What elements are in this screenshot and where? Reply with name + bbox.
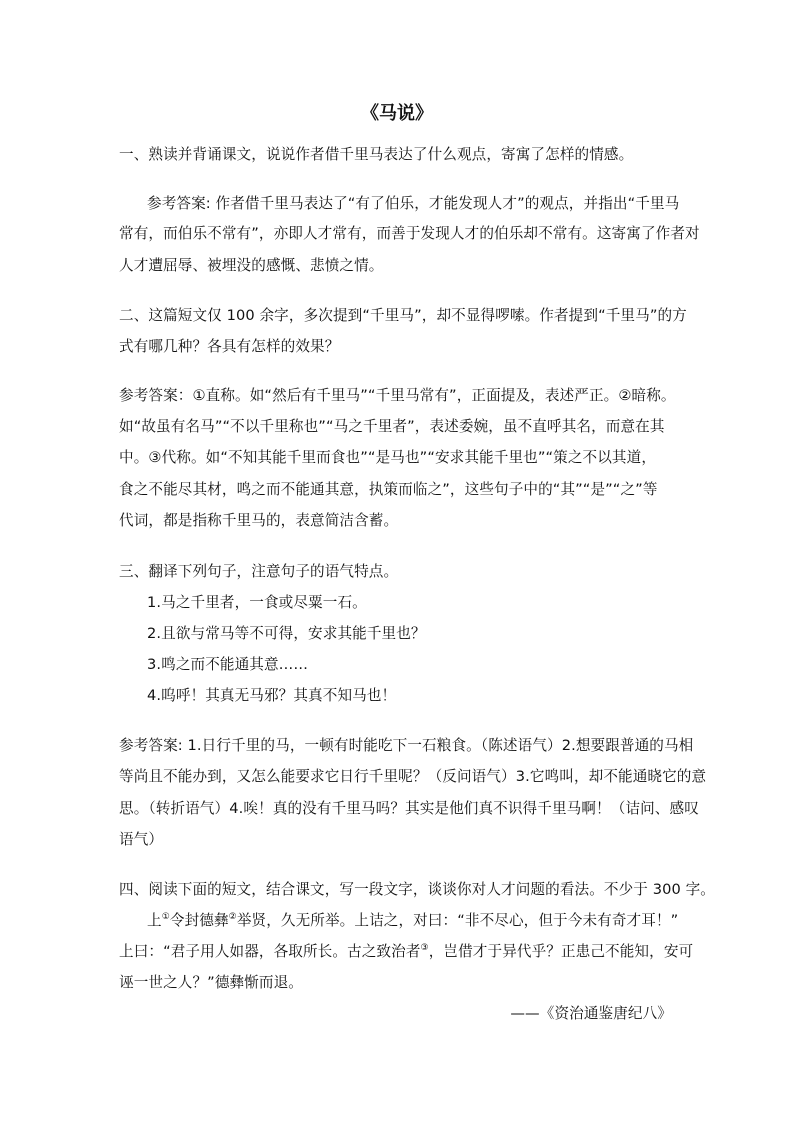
q3-answer-line: 等尚且不能办到，又怎么能要求它日行千里呢？（反问语气）3.它鸣叫，却不能通晓它的意 xyxy=(119,768,707,785)
q4-passage-line: 上①令封德彝②举贤，久无所举。上诘之，对曰：“非不尽心，但于今未有奇才耳！” xyxy=(147,912,679,929)
q2-answer-line: 代词，都是指称千里马的，表意简洁含蓄。 xyxy=(119,512,399,529)
q1-answer-line: 常有，而伯乐不常有”，亦即人才常有，而善于发现人才的伯乐却不常有。这寄寓了作者对 xyxy=(119,225,700,242)
q2-question-line: 二、这篇短文仅 100 余字，多次提到“千里马”，却不显得啰嗦。作者提到“千里马”的方 xyxy=(119,307,687,324)
q2-answer-line: 如“故虽有名马”“不以千里称也”“马之千里者”，表述委婉，虽不直呼其名，而意在其 xyxy=(119,418,665,435)
q1-answer-line: 参考答案: 作者借千里马表达了“有了伯乐，才能发现人才”的观点，并指出“千里马 xyxy=(147,195,680,212)
q4-passage-line: 诬一世之人？”德彝惭而退。 xyxy=(119,974,303,991)
q3-item: 4.呜呼！其真无马邪？其真不知马也！ xyxy=(147,687,397,704)
q2-answer-line: 中。③代称。如“不知其能千里而食也”“是马也”“安求其能千里也”“策之不以其道， xyxy=(119,449,657,466)
page-title: 《马说》 xyxy=(361,103,433,124)
footnote-marker: ① xyxy=(161,912,170,922)
q3-item: 2.且欲与常马等不可得，安求其能千里也？ xyxy=(147,625,426,642)
q2-question-line: 式有哪几种？各具有怎样的效果？ xyxy=(119,338,340,355)
q4-question: 四、阅读下面的短文，结合课文，写一段文字，谈谈你对人才问题的看法。不少于 300 字。 xyxy=(119,881,715,898)
q3-answer-line: 语气） xyxy=(119,831,164,848)
q3-item: 1.马之千里者，一食或尽粟一石。 xyxy=(147,594,367,611)
q3-answer-line: 参考答案: 1.日行千里的马，一顿有时能吃下一石粮食。（陈述语气）2.想要跟普通的马相 xyxy=(119,737,694,754)
q2-answer-line: 食之不能尽其材，鸣之而不能通其意，执策而临之”，这些句子中的“其”“是”“之”等 xyxy=(119,481,658,498)
footnote-marker: ② xyxy=(228,912,237,922)
q2-answer-line: 参考答案：①直称。如“然后有千里马”“千里马常有”，正面提及，表述严正。②暗称。 xyxy=(119,387,676,404)
q3-answer-line: 思。（转折语气）4.唉！真的没有千里马吗？其实是他们真不识得千里马啊！（诘问、感叹 xyxy=(119,800,699,817)
q3-item: 3.鸣之而不能通其意…… xyxy=(147,656,309,673)
q1-question: 一、熟读并背诵课文，说说作者借千里马表达了什么观点，寄寓了怎样的情感。 xyxy=(119,146,634,163)
q1-answer-line: 人才遭屈辱、被埋没的感慨、悲愤之情。 xyxy=(119,257,384,274)
footnote-marker: ③ xyxy=(420,943,429,953)
q4-passage-line: 上曰：“君子用人如器，各取所长。古之致治者③，岂借才于异代乎？正患己不能知，安可 xyxy=(119,943,694,960)
q3-question: 三、翻译下列句子，注意句子的语气特点。 xyxy=(119,563,399,580)
q4-source: ——《资治通鉴唐纪八》 xyxy=(510,1005,672,1022)
